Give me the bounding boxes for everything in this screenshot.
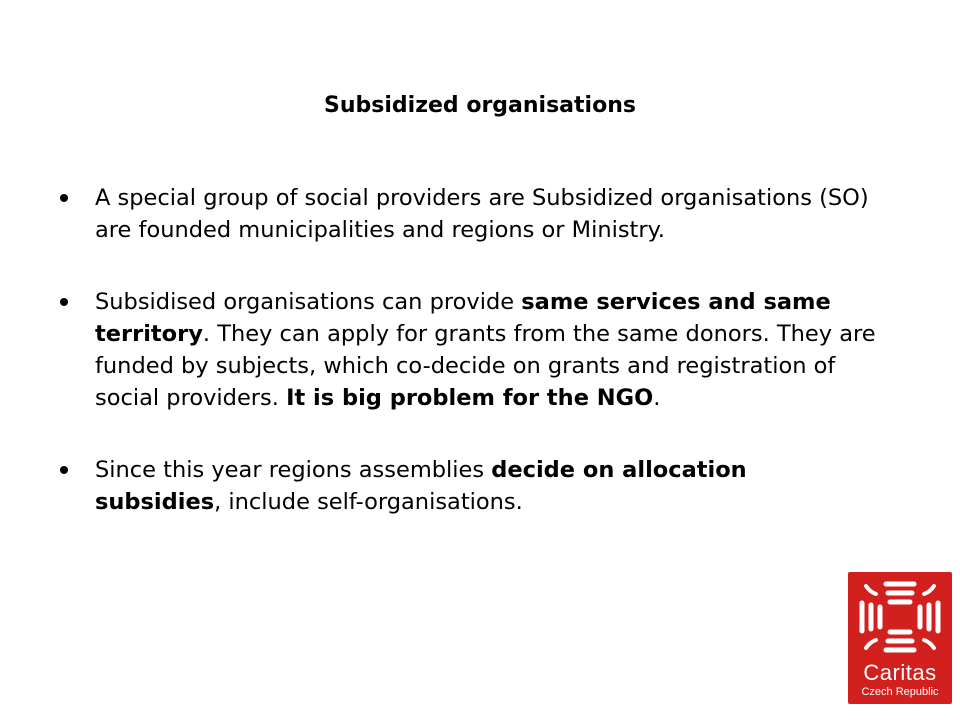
bullet-dot-icon (60, 194, 68, 202)
bullet-text: Subsidised organisations can provide (95, 289, 522, 315)
bullet-dot-icon (60, 466, 68, 474)
caritas-logo (848, 572, 952, 704)
caritas-cross-icon (848, 572, 952, 662)
bullet-bold-text: It is big problem for the NGO (286, 385, 654, 411)
bullet-text: Since this year regions assemblies (95, 457, 492, 483)
bullet-item (60, 454, 815, 518)
slide-title: Subsidized organisations (324, 93, 636, 118)
bullet-text: . They can apply for grants from the same donors. They are funded by subjects, which co-decide on grants and registration of social providers. (95, 321, 876, 411)
bullet-text: . (653, 385, 661, 411)
bullet-text: , include self-organisations. (214, 489, 523, 515)
bullet-bold-text: same services and same territory (95, 289, 831, 347)
bullet-list (60, 182, 880, 558)
bullet-item (60, 286, 880, 414)
bullet-text: A special group of social providers are Subsidized organisations (SO) are founded municipalities and regions or Ministry. (95, 185, 869, 243)
logo-subtitle: Czech Republic (861, 686, 939, 698)
bullet-item (60, 182, 880, 246)
bullet-dot-icon (60, 298, 68, 306)
bullet-bold-text: decide on allocation subsidies (95, 457, 747, 515)
logo-name: Caritas (863, 660, 937, 685)
